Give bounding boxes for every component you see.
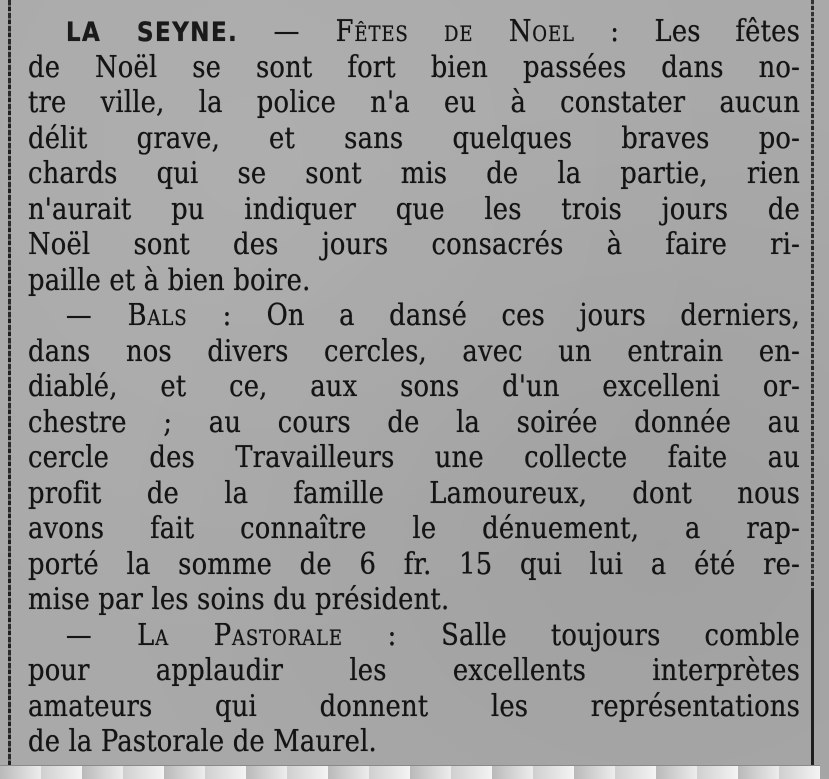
article-line: mise par les soins du président.	[28, 582, 450, 617]
section-heading: — La Pastorale :	[65, 617, 398, 653]
article-line: porté la somme de 6 fr. 15 qui lui a été re-	[28, 546, 800, 582]
scan-tile	[410, 765, 451, 779]
scan-artifact-strip	[0, 762, 829, 779]
scan-tile	[615, 765, 656, 779]
article-line: profit de la famille Lamoureux, dont nous	[28, 475, 800, 511]
line-text: On a dansé ces jours derniers,	[232, 298, 800, 333]
section-heading: — Fêtes de Noel :	[238, 14, 620, 49]
article-line: pour applaudir les excellents interprètes	[28, 653, 800, 688]
scan-tile	[656, 765, 697, 779]
scan-tile	[451, 765, 492, 779]
scan-tile	[41, 765, 82, 779]
scan-tile	[287, 765, 328, 779]
article-line: chards qui se sont mis de la partie, rien	[28, 156, 800, 191]
article-line: Noël sont des jours consacrés à faire ri-	[28, 227, 800, 262]
article-line	[28, 298, 800, 334]
scan-tile	[492, 765, 533, 779]
scan-tile	[697, 765, 738, 779]
scan-tile	[0, 765, 41, 779]
article-line: tre ville, la police n'a eu à constater aucun	[28, 85, 800, 120]
article-line: de la Pastorale de Maurel.	[28, 724, 377, 759]
article-line: avons fait connaître le dénuement, a rap-	[28, 511, 800, 546]
column-rule-left	[8, 0, 11, 779]
scan-tile	[738, 765, 779, 779]
article-line	[28, 14, 800, 50]
article-line: délit grave, et sans quelques braves po-	[28, 120, 800, 156]
article-line: de Noël se sont fort bien passées dans no-	[28, 49, 800, 85]
scan-tile	[123, 765, 164, 779]
scan-tile	[574, 765, 615, 779]
scan-tile	[205, 765, 246, 779]
article-line	[28, 618, 800, 654]
article-line: amateurs qui donnent les représentations	[28, 688, 800, 724]
line-text: Salle toujours comble	[397, 617, 800, 653]
article-line: chestre ; au cours de la soirée donnée au	[28, 404, 800, 440]
article-line: dans nos divers cercles, avec un entrain en-	[28, 333, 800, 369]
column-rule-right-solid	[811, 590, 814, 779]
scan-tile	[533, 765, 574, 779]
scan-tile	[164, 765, 205, 779]
line-text: Les fêtes	[619, 14, 800, 49]
scan-tile	[328, 765, 369, 779]
section-heading: — Bals :	[65, 298, 233, 333]
article-line: cercle des Travailleurs une collecte faite au	[28, 440, 800, 475]
place-name: LA SEYNE.	[65, 17, 239, 48]
article-column	[28, 14, 800, 760]
scan-tile	[246, 765, 287, 779]
scan-tile	[779, 765, 820, 779]
article-line: diablé, et ce, aux sons d'un excelleni or-	[28, 369, 800, 404]
scan-tile	[82, 765, 123, 779]
scan-tile	[369, 765, 410, 779]
article-line: paille et à bien boire.	[28, 262, 311, 298]
article-line: n'aurait pu indiquer que les trois jours de	[28, 191, 800, 227]
